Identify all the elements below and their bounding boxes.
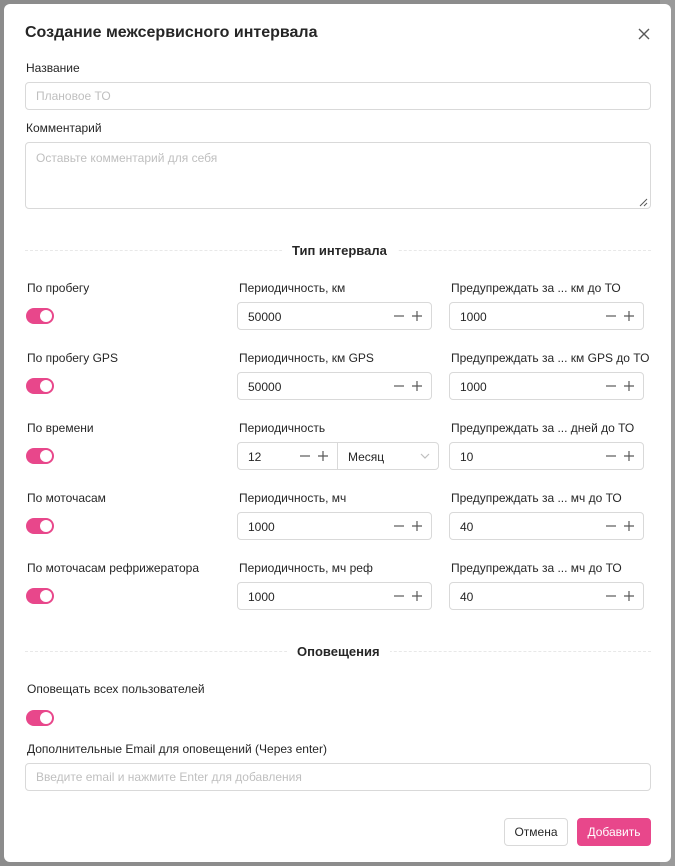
minus-icon[interactable] [297,447,313,465]
period-label: Периодичность, мч [239,491,347,505]
plus-icon[interactable] [621,447,637,465]
time-toggle[interactable] [26,448,54,464]
mileage-warn-stepper[interactable] [449,302,644,330]
gps-warn-stepper[interactable] [449,372,644,400]
plus-icon[interactable] [621,307,637,325]
interval-type-label: По моточасам рефрижератора [27,561,200,575]
submit-button[interactable]: Добавить [577,818,651,846]
minus-icon[interactable] [603,307,619,325]
plus-icon[interactable] [621,377,637,395]
modal-title: Создание межсервисного интервала [25,24,318,41]
chevron-down-icon [420,452,430,460]
minus-icon[interactable] [603,587,619,605]
plus-icon[interactable] [409,517,425,535]
stepper-value: 1000 [460,380,487,394]
plus-icon[interactable] [621,587,637,605]
engine-hours-period-stepper[interactable] [237,512,432,540]
interval-type-label: По моточасам [27,491,106,505]
period-label: Периодичность [239,421,326,435]
period-label: Периодичность, мч реф [239,561,373,575]
comment-textarea[interactable] [25,142,651,209]
comment-label: Комментарий [26,121,102,135]
stepper-value: 10 [460,450,474,464]
plus-icon[interactable] [409,307,425,325]
name-input[interactable] [25,82,651,110]
interval-type-label: По времени [27,421,94,435]
stepper-value: 40 [460,520,474,534]
reefer-period-stepper[interactable] [237,582,432,610]
period-label: Периодичность, км GPS [239,351,374,365]
email-label: Дополнительные Email для оповещений (Через enter) [27,742,327,756]
minus-icon[interactable] [391,377,407,395]
stepper-value: 12 [248,450,262,464]
reefer-warn-stepper[interactable] [449,582,644,610]
mileage-toggle[interactable] [26,308,54,324]
email-input[interactable] [25,763,651,791]
warn-label: Предупреждать за ... мч до ТО [451,561,622,575]
close-button[interactable] [632,22,656,46]
name-label: Название [26,61,80,75]
time-period-stepper[interactable] [237,442,338,470]
time-warn-stepper[interactable] [449,442,644,470]
notify-all-label: Оповещать всех пользователей [27,682,205,696]
notifications-section-title: Оповещения [287,644,390,659]
warn-label: Предупреждать за ... км GPS до ТО [451,351,650,365]
engine-hours-warn-stepper[interactable] [449,512,644,540]
cancel-button[interactable]: Отмена [504,818,568,846]
period-label: Периодичность, км [239,281,346,295]
close-icon [632,22,656,46]
interval-section-title: Тип интервала [282,243,397,258]
gps-mileage-toggle[interactable] [26,378,54,394]
reefer-hours-toggle[interactable] [26,588,54,604]
plus-icon[interactable] [315,447,331,465]
create-interval-modal [4,4,671,862]
select-value: Месяц [348,450,385,464]
stepper-value: 40 [460,590,474,604]
period-unit-select[interactable] [337,442,439,470]
minus-icon[interactable] [603,447,619,465]
plus-icon[interactable] [621,517,637,535]
stepper-value: 50000 [248,310,282,324]
warn-label: Предупреждать за ... км до ТО [451,281,621,295]
minus-icon[interactable] [603,377,619,395]
stepper-value: 1000 [248,520,275,534]
resize-grip-icon[interactable] [638,197,648,207]
stepper-value: 1000 [460,310,487,324]
minus-icon[interactable] [391,517,407,535]
mileage-period-stepper[interactable] [237,302,432,330]
plus-icon[interactable] [409,377,425,395]
minus-icon[interactable] [391,307,407,325]
engine-hours-toggle[interactable] [26,518,54,534]
stepper-value: 1000 [248,590,275,604]
stepper-value: 50000 [248,380,282,394]
minus-icon[interactable] [603,517,619,535]
notify-all-toggle[interactable] [26,710,54,726]
minus-icon[interactable] [391,587,407,605]
interval-type-label: По пробегу GPS [27,351,118,365]
warn-label: Предупреждать за ... дней до ТО [451,421,635,435]
plus-icon[interactable] [409,587,425,605]
gps-period-stepper[interactable] [237,372,432,400]
interval-type-label: По пробегу [27,281,90,295]
warn-label: Предупреждать за ... мч до ТО [451,491,622,505]
